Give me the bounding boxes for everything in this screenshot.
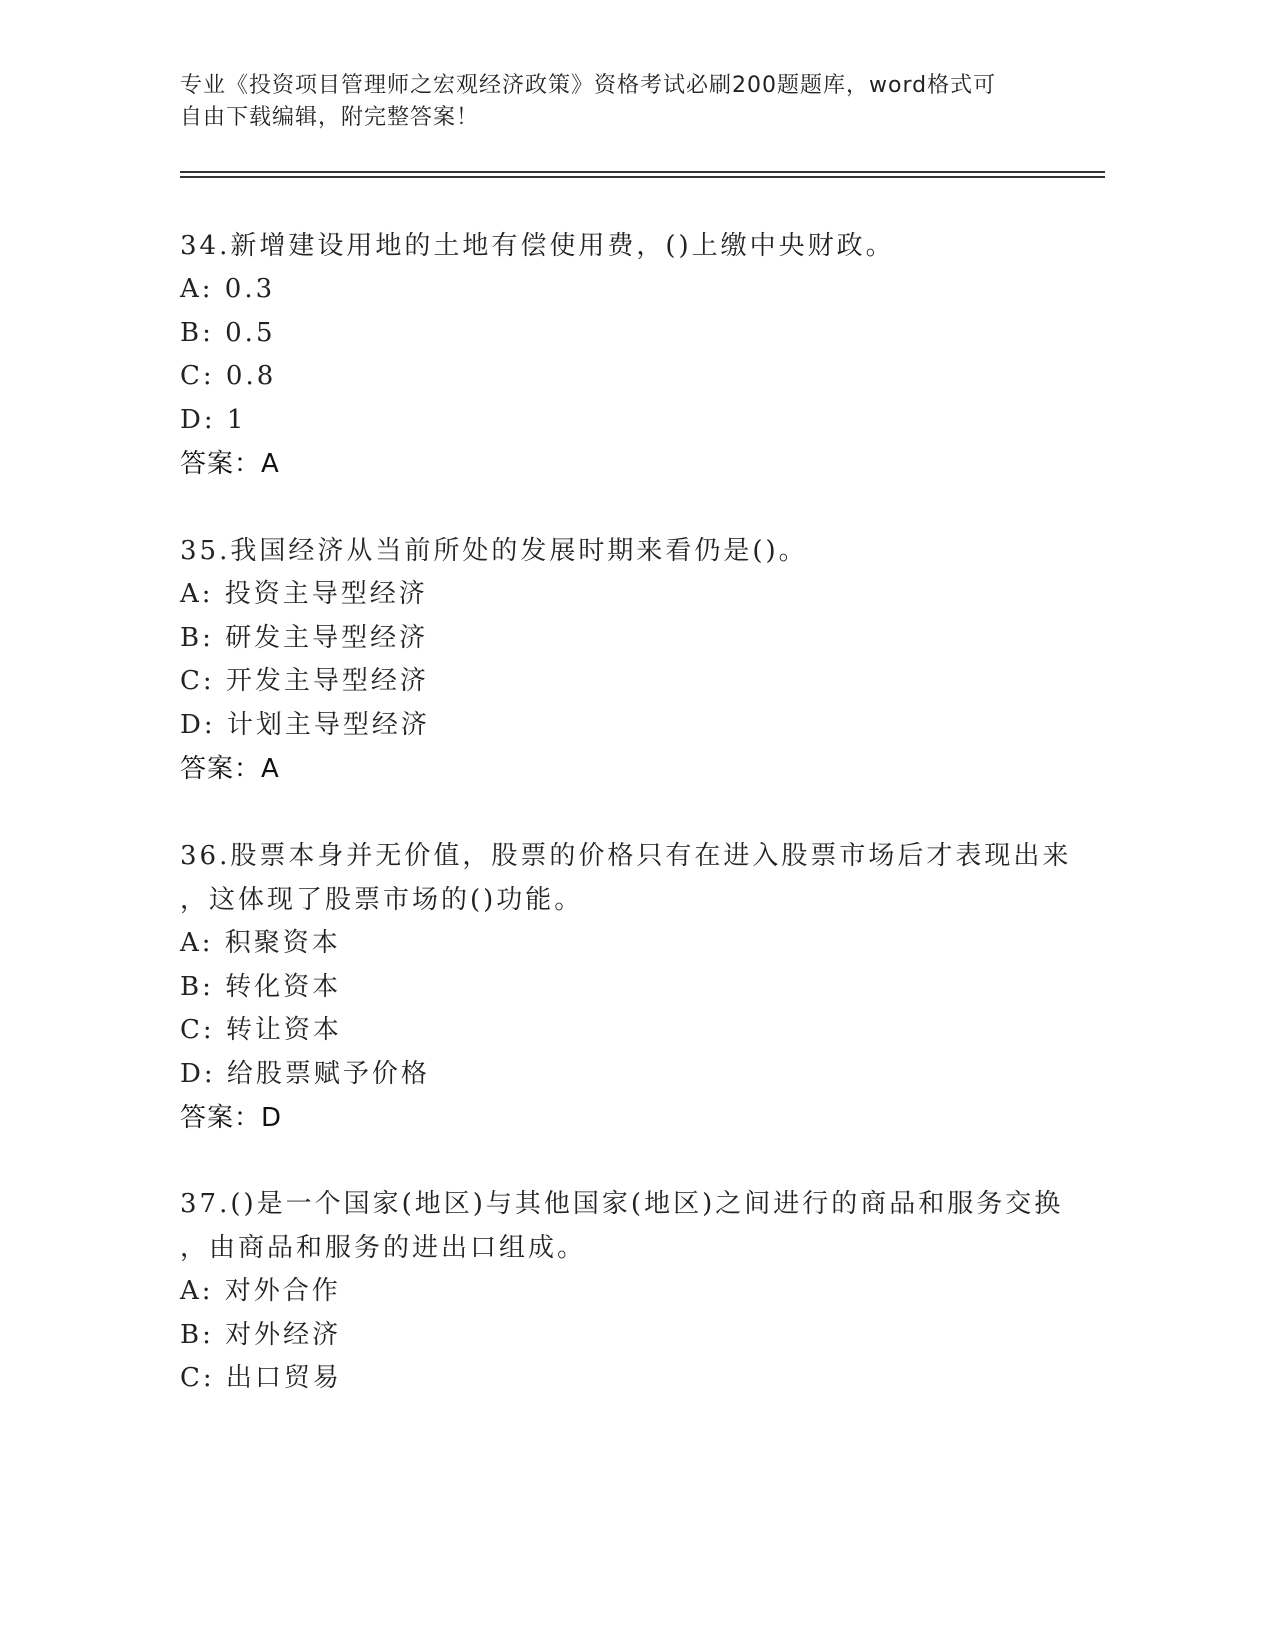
option-b: B: 研发主导型经济 [180, 622, 429, 653]
header-divider-bottom [180, 176, 1105, 178]
question-34 [180, 224, 1080, 486]
option-a: A: 积聚资本 [180, 928, 341, 958]
answer: 答案：A [180, 449, 280, 479]
option-a: A: 对外合作 [180, 1276, 341, 1306]
question-text: 35.我国经济从当前所处的发展时期来看仍是()。 [180, 536, 808, 566]
option-b: B: 对外经济 [180, 1319, 342, 1350]
header-line-2: 自由下载编辑，附完整答案！ [180, 105, 480, 130]
answer: 答案：D [180, 1103, 283, 1133]
option-a: A: 0.3 [180, 274, 276, 304]
option-d: D: 给股票赋予价格 [180, 1058, 430, 1089]
option-c: C: 转让资本 [180, 1015, 342, 1045]
question-text-line-2: ，由商品和服务的进出口组成。 [180, 1233, 587, 1263]
option-d: D: 1 [180, 404, 247, 435]
option-b: B: 转化资本 [180, 971, 342, 1002]
option-d: D: 计划主导型经济 [180, 709, 430, 740]
header-line-1: 专业《投资项目管理师之宏观经济政策》资格考试必刷200题题库，word格式可 [180, 73, 997, 98]
question-text: 34.新增建设用地的土地有偿使用费，()上缴中央财政。 [180, 231, 895, 261]
question-text-line-1: 37.()是一个国家(地区)与其他国家(地区)之间进行的商品和服务交换 [180, 1189, 1064, 1219]
option-a: A: 投资主导型经济 [180, 579, 428, 609]
answer: 答案：A [180, 754, 280, 784]
option-c: C: 出口贸易 [180, 1363, 342, 1393]
option-b: B: 0.5 [180, 317, 276, 348]
question-35 [180, 529, 1080, 791]
question-36 [180, 834, 1080, 1140]
question-text-line-2: ，这体现了股票市场的()功能。 [180, 885, 584, 915]
header-divider-top [180, 171, 1105, 173]
document-header [180, 70, 1050, 134]
option-c: C: 0.8 [180, 361, 277, 391]
option-c: C: 开发主导型经济 [180, 666, 429, 696]
question-text-line-1: 36.股票本身并无价值，股票的价格只有在进入股票市场后才表现出来 [180, 841, 1072, 871]
question-37 [180, 1182, 1080, 1401]
